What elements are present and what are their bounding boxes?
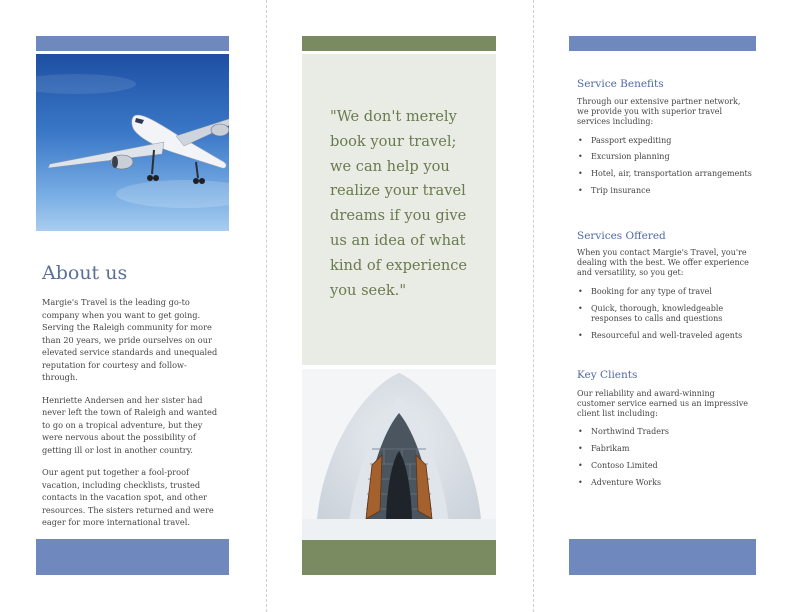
bottom-bar-middle [302, 539, 496, 575]
about-paragraph-1: Margie's Travel is the leading go-to company when you want to get going. Serving the Raleigh community for more than 20 years, we pride ourselves on our elevated service standards and unequaled reputation for courtesy and follow-through. [42, 297, 218, 382]
key-clients-title: Key Clients [577, 369, 638, 381]
about-title: About us [42, 262, 128, 284]
bottom-bar-left [36, 539, 229, 575]
ice-archway-icon [302, 369, 496, 540]
list-item: • Excursion planning [578, 152, 670, 161]
list-item: • Hotel, air, transportation arrangements [578, 169, 752, 178]
airplane-icon [36, 54, 229, 231]
services-offered-title: Services Offered [577, 230, 666, 242]
list-item: • Fabrikam [578, 444, 630, 453]
list-item: • Northwind Traders [578, 427, 669, 436]
top-bar-left [36, 36, 229, 51]
list-item: • Resourceful and well-traveled agents [578, 331, 743, 340]
top-bar-middle [302, 36, 496, 51]
about-paragraph-2: Henriette Andersen and her sister had never left the town of Raleigh and wanted to go on a tropical adventure, but they were nervous about the possibility of getting ill or lost in another country. [42, 394, 218, 455]
top-bar-right [569, 36, 756, 51]
service-benefits-intro: Through our extensive partner network, we provide you with superior travel services including: [577, 97, 741, 126]
list-item: • Quick, thorough, knowledgeable responses to calls and questions [578, 304, 724, 323]
ice-archway-photo [302, 369, 496, 540]
airplane-photo [36, 54, 229, 231]
list-item: • Contoso Limited [578, 461, 658, 470]
fold-line-right [533, 0, 534, 612]
about-text [42, 296, 222, 539]
services-offered-intro: When you contact Margie's Travel, you're dealing with the best. We offer experience and versatility, so you get: [577, 248, 749, 277]
service-benefits-title: Service Benefits [577, 78, 664, 90]
list-item: • Adventure Works [578, 478, 662, 487]
list-item: • Trip insurance [578, 186, 651, 195]
pull-quote: "We don't merely book your travel; we can help you realize your travel dreams if you give us an idea of what kind of experience you seek." [330, 108, 468, 299]
list-item: • Passport expediting [578, 136, 672, 145]
list-item: • Booking for any type of travel [578, 287, 712, 296]
bottom-bar-right [569, 539, 756, 575]
fold-line-left [266, 0, 267, 612]
about-paragraph-3: Our agent put together a fool-proof vacation, including checklists, trusted contacts in the vacation spot, and other resources. The sisters returned and were eager for more international travel. [42, 467, 214, 527]
key-clients-intro: Our reliability and award-winning customer service earned us an impressive client list including: [577, 389, 748, 418]
